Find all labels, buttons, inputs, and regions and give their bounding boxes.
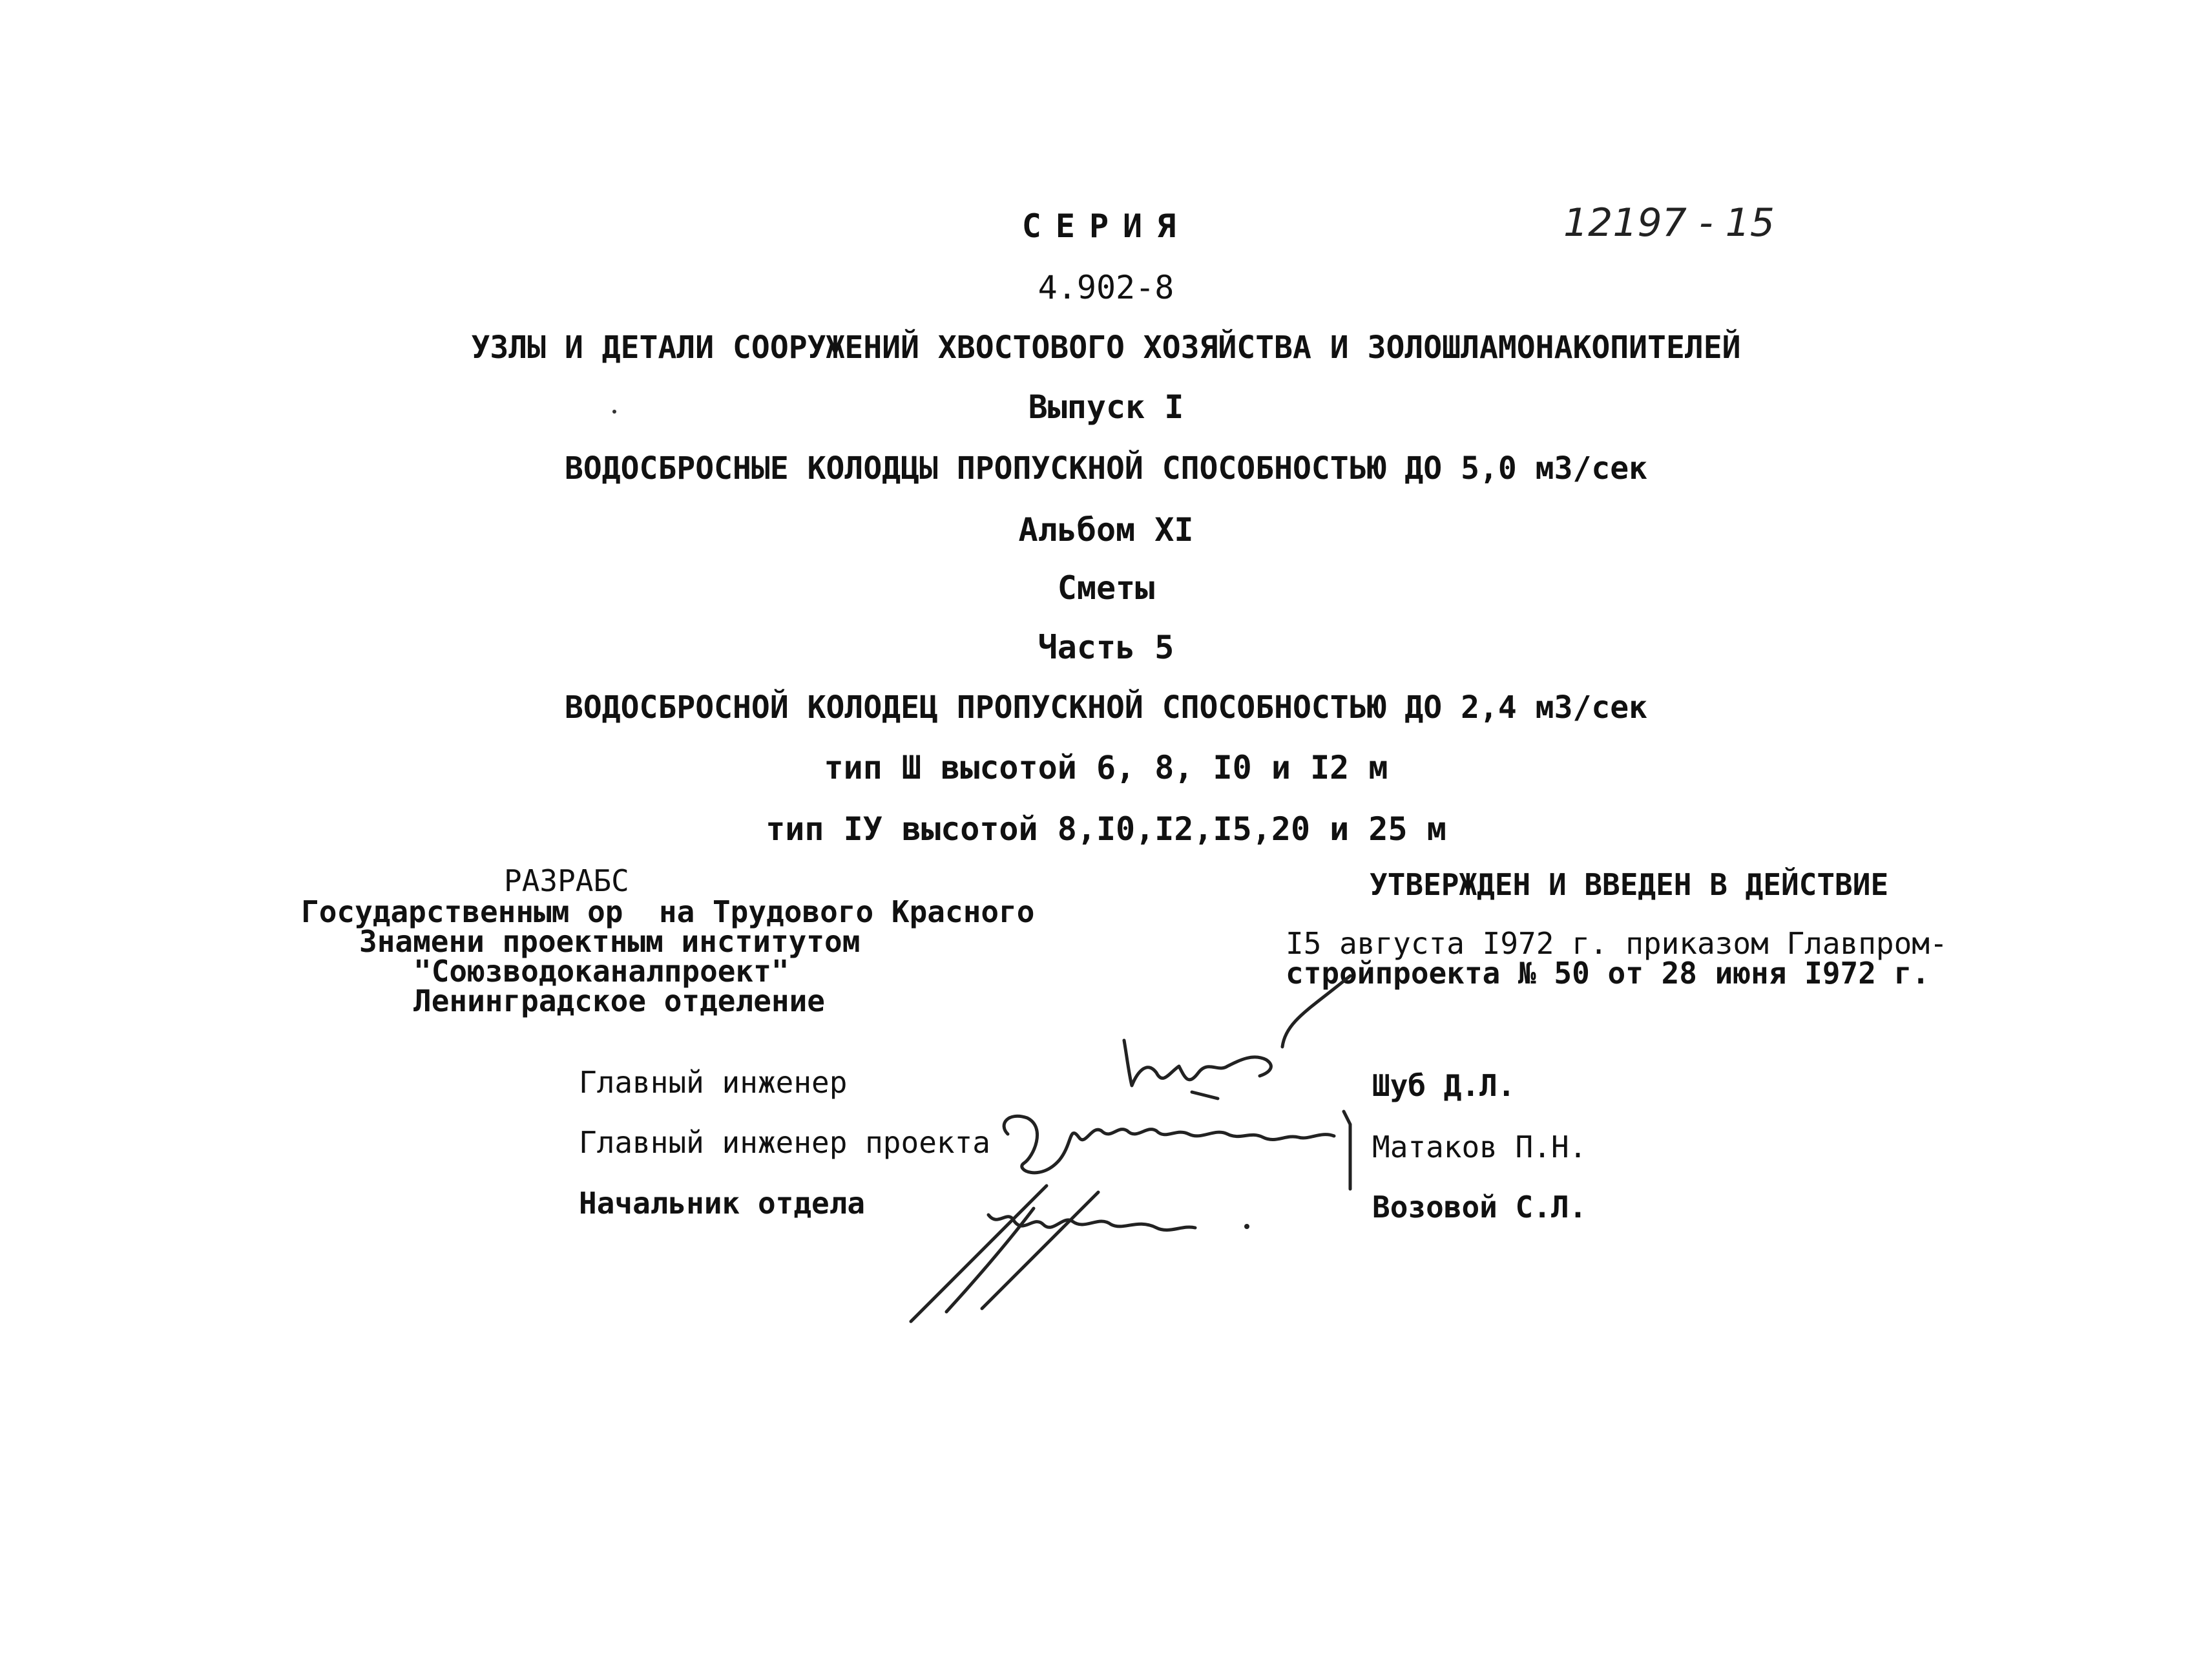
album-subject: Сметы [1057,569,1155,607]
signatory-role-3: Начальник отдела [579,1186,866,1221]
type-4-line: тип IУ высотой 8,I0,I2,I5,20 и 25 м [766,810,1446,848]
type-3-line: тип Ш высотой 6, 8, I0 и I2 м [824,749,1388,786]
series-label: СЕРИЯ [1021,207,1191,245]
approval-label: УТВЕРЖДЕН И ВВЕДЕН В ДЕЙСТВИЕ [1370,867,1889,902]
issue-subject: ВОДОСБРОСНЫЕ КОЛОДЦЫ ПРОПУСКНОЙ СПОСОБНОСТЬЮ ДО 5,0 м3/сек [564,450,1648,487]
signatory-name-3: Возовой С.Л. [1372,1190,1587,1225]
part-label: Часть 5 [1038,629,1174,666]
signatory-name-2: Матаков П.Н. [1372,1130,1587,1164]
approval-line-1: I5 августа I972 г. приказом Главпром- [1286,926,1948,961]
issue-label: Выпуск I [1028,388,1184,426]
main-title: УЗЛЫ И ДЕТАЛИ СООРУЖЕНИЙ ХВОСТОВОГО ХОЗЯЙСТВА И ЗОЛОШЛАМОНАКОПИТЕЛЕЙ [471,330,1741,366]
developer-line-1: Государственным ор на Трудового Красного [301,894,1035,929]
signatory-name-1: Шуб Д.Л. [1372,1068,1516,1103]
developer-line-2: Знамени проектным институтом [359,924,861,959]
developer-label: РАЗРАБС [504,863,629,898]
developer-line-3: "Союзводоканалпроект" [413,954,789,989]
approval-line-2: стройпроекта № 50 от 28 июня I972 г. [1286,956,1930,991]
series-number: 4.902-8 [1038,269,1174,306]
signatory-role-2: Главный инженер проекта [579,1125,990,1160]
album-label: Альбом XI [1018,511,1194,549]
developer-line-4: Ленинградское отделение [413,984,825,1018]
part-subject: ВОДОСБРОСНОЙ КОЛОДЕЦ ПРОПУСКНОЙ СПОСОБНОСТЬЮ ДО 2,4 м3/сек [564,689,1648,726]
signatory-role-1: Главный инженер [579,1065,848,1100]
handwritten-number: 12197 - 15 [1563,200,1775,246]
